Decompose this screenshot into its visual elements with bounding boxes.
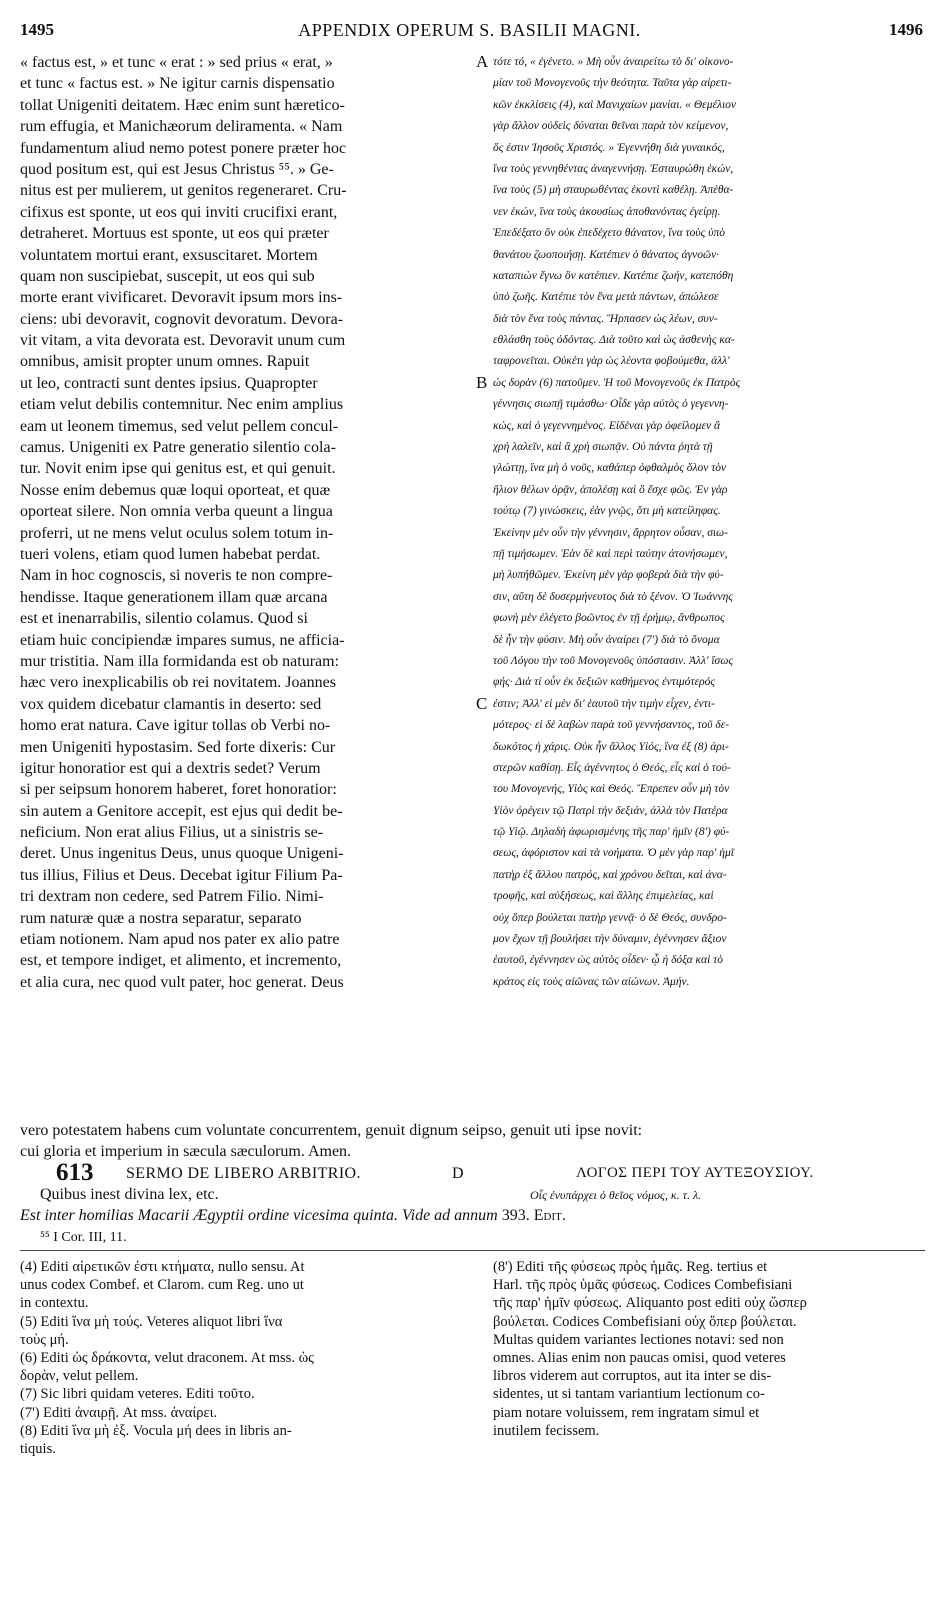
greek-text-line: χρὴ λαλεῖν, καὶ ἃ χρὴ σιωπᾷν. Οὐ πάντα ῥητὰ τῇ: [493, 441, 713, 454]
closing-lines: [20, 1120, 925, 1162]
editorial-note-edit: Edit.: [533, 1207, 566, 1224]
greek-text-line: νεν ἑκών, ἵνα τοὺς ἀκουσίως ἀποθανόντας ἐγείρῃ.: [493, 205, 721, 218]
greek-text-line: μότερος· εἰ δὲ λαβὼν παρὰ τοῦ γεννήσαντος, τοῦ δε-: [493, 719, 730, 732]
latin-text-line: rum naturæ quæ a nostra separatur, separato: [20, 909, 302, 927]
footnote-line: τῆς παρ' ἡμῖν φύσεως. Aliquanto post editi οὐχ ὥσπερ: [493, 1295, 807, 1312]
latin-text-column: [20, 52, 472, 993]
greek-text-line: του Μονογενής, Υἱὸς καὶ Θεός. Ἔπρεπεν οὖν μὴ τὸν: [493, 783, 730, 796]
greek-text-line: τῷ Υἱῷ. Δηλαδὴ ἀφωρισμένης τῆς παρ' ἡμῖν (8') φύ-: [493, 826, 730, 839]
latin-text-line: sin autem a Genitore accepit, est ejus qui dedit be-: [20, 802, 343, 820]
footnotes-left: [20, 1258, 460, 1458]
greek-text-line: σιν, αὕτη δὲ δυσερμήνευτος διὰ τὸ ξένον. Ὁ Ἰωάννης: [493, 590, 733, 603]
greek-text-line: κῶν ἐκκλίσεις (4), καὶ Μανιχαίων μανίαι. « Θεμέλιον: [493, 98, 737, 111]
greek-text-line: τροφῆς, καὶ αὐξήσεως, καὶ ἄλλης ἐπιμελείας, καὶ: [493, 890, 714, 903]
sermon-number: 613: [56, 1159, 94, 1186]
sermon-greek-title: ΛΟΓΟΣ ΠΕΡΙ ΤΟΥ ΑΥΤΕΞΟΥΣΙΟΥ.: [576, 1165, 814, 1181]
footnote-line: τοὺς μή.: [20, 1331, 69, 1348]
greek-text-line: ὑπὸ ζωῆς. Κατέπιε τὸν ἕνα μετὰ πάντων, ἀπώλεσε: [493, 291, 719, 304]
footnote-line: (8) Editi ἵνα μὴ ἐξ. Vocula μή dees in libris an-: [20, 1422, 292, 1439]
greek-text-line: μὴ λυπήθῶμεν. Ἐκείνη μὲν γὰρ φοβερὰ διὰ τὴν φύ-: [493, 569, 724, 582]
latin-text-line: detraheret. Mortuus est sponte, ut eos qui præter: [20, 225, 329, 243]
latin-text-line: rum effugia, et Manichæorum deliramenta. « Nam: [20, 118, 343, 136]
greek-text-line: ἐστιν; Ἀλλ' εἰ μὲν δι' ἑαυτοῦ τὴν τιμὴν εἶχεν, ἐντι-: [493, 697, 715, 710]
greek-text-line: μίαν τοῦ Μονογενοῦς τὴν θεότητα. Ταῦτα γὰρ αἱρετι-: [493, 77, 732, 90]
footnote-line: (8') Editi τῆς φύσεως πρὸς ἡμᾶς. Reg. tertius et: [493, 1259, 768, 1275]
greek-text-line: φής· Διὰ τί οὖν ἐκ δεξιῶν καθήμενος ἐντιμότερός: [493, 676, 716, 689]
latin-text-line: oporteat silere. Non omnia verba queunt a lingua: [20, 503, 333, 521]
greek-text-line: διὰ τὸν ἕνα τοὺς πάντας. Ἥρπασεν ὡς λέων, συν-: [493, 312, 718, 325]
latin-text-line: tri dextram non cedere, sed Patrem Filio. Nimi-: [20, 888, 324, 906]
latin-text-line: quod positum est, qui est Jesus Christus ⁵⁵. » Ge-: [20, 160, 334, 178]
latin-text-line: nitus est per mulierem, ut genitos regeneraret. Cru-: [20, 182, 347, 200]
latin-text-line: men Unigeniti hypostasim. Sed forte dixeris: Cur: [20, 738, 336, 756]
latin-text-line: fundamentum aliud nemo potest ponere præter hoc: [20, 139, 347, 157]
greek-text-line: Ἐπεδέξατο ὃν οὐκ ἐπεδέχετο θάνατον, ἵνα τοὺς ὑπὸ: [493, 227, 725, 240]
latin-text-line: neficium. Non erat alius Filius, ut a sinistris se-: [20, 824, 324, 842]
greek-text-line: κράτος εἰς τοὺς αἰῶνας τῶν αἰώνων. Ἀμήν.: [493, 975, 690, 988]
greek-text-column: [493, 52, 923, 993]
footnote-line: piam notare voluissem, rem ingratam simul et: [493, 1404, 760, 1421]
latin-text-line: ut leo, contracti sunt dentes ipsius. Quapropter: [20, 374, 318, 392]
greek-text-line: τοῦ Λόγου τὴν τοῦ Μονογενοῦς ὑπόστασιν. Ἀλλ' ἴσως: [493, 654, 733, 667]
latin-text-line: etiam velut debilis contemnitur. Nec enim amplius: [20, 396, 344, 414]
greek-text-line: καταπιὼν ἔγνω ὃν κατέπιεν. Κατέπιε ζωήν, κατεπόθη: [493, 269, 734, 282]
greek-text-line: ἑαυτοῦ, ἐγέννησεν ὡς αὐτὸς οἶδεν· ᾧ ἡ δόξα καὶ τὸ: [493, 954, 724, 967]
latin-text-line: Nosse enim debemus quæ loqui oporteat, et quæ: [20, 481, 331, 499]
footnote-line: (6) Editi ὡς δράκοντα, velut draconem. At mss. ὡς: [20, 1349, 314, 1366]
greek-text-line: ἵνα τοὺς γεννηθέντας ἀναγεννήσῃ. Ἐσταυρώθη ἑκών,: [493, 162, 734, 175]
margin-marker-c: C: [476, 694, 488, 713]
latin-text-line: est et inenarrabilis, silentio colamus. Quod si: [20, 610, 308, 628]
closing-text-line: vero potestatem habens cum voluntate concurrentem, genuit dignum seipso, genuit uti ipse novit:: [20, 1122, 643, 1139]
greek-text-line: ταφρονεῖται. Οὐκέτι γὰρ ὡς λέοντα φοβούμεθα, ἀλλ': [493, 355, 730, 368]
footnote-line: unus codex Combef. et Clarom. cum Reg. uno ut: [20, 1277, 304, 1294]
margin-marker-a: A: [476, 52, 489, 71]
greek-text-line: κώς, καὶ ὁ γεγεννημένος. Εἰδέναι γὰρ ὀφείλομεν ἃ: [493, 419, 720, 432]
footnote-line: Multas quidem variantes lectiones notavi: sed non: [493, 1331, 784, 1348]
greek-text-line: πῇ τιμήσωμεν. Ἐὰν δὲ καὶ περὶ ταύτην ἀτονήσωμεν,: [493, 547, 728, 560]
right-page-number: 1496: [889, 20, 923, 39]
latin-text-line: mur tristitia. Nam illa formidanda est ob naturam:: [20, 652, 340, 670]
latin-text-line: proferri, ut ne mens velut oculus solem totum in-: [20, 524, 334, 542]
greek-text-line: στερῶν καθίσῃ. Εἷς ἀγέννητος ὁ Θεός, εἷς καὶ ὁ τού-: [493, 761, 731, 774]
footnotes-right: [493, 1258, 923, 1440]
greek-text-line: μον ἔχων τῇ βουλήσει τὴν δύναμιν, ἐγέννησεν ἄξιον: [493, 933, 727, 946]
greek-text-line: γλώττῃ, ἵνα μὴ ὁ νοῦς, καθάπερ ὀφθαλμὸς ὅλον τὸν: [493, 462, 727, 475]
footnote-line: omnes. Alias enim non paucas omisi, quod veteres: [493, 1349, 786, 1366]
latin-text-line: homo erat natura. Cave igitur tollas ob Verbi no-: [20, 717, 331, 735]
latin-text-line: cifixus est sponte, ut eos qui inviti crucifixi erant,: [20, 203, 338, 221]
footnote-line: in contextu.: [20, 1295, 89, 1312]
latin-text-line: voluntatem mortui erant, exsuscitaret. Mortem: [20, 246, 318, 264]
greek-text-line: Ἐκείνην μὲν οὖν τὴν γέννησιν, ἄρρητον οὖσαν, σιω-: [493, 526, 729, 539]
scripture-reference: ⁵⁵ I Cor. III, 11.: [40, 1230, 127, 1245]
latin-text-line: tollat Unigeniti deitatem. Hæc enim sunt hæretico-: [20, 96, 345, 114]
latin-text-line: deret. Unus ingenitus Deus, unus quoque Unigeni-: [20, 845, 344, 863]
sermon-incipit: [20, 1186, 925, 1208]
latin-text-line: si per seipsum honorem haberet, foret honoratior:: [20, 781, 337, 799]
footnote-line: (5) Editi ἵνα μὴ τούς. Veteres aliquot libri ἵνα: [20, 1313, 283, 1330]
closing-text-line: cui gloria et imperium in sæcula sæculorum. Amen.: [20, 1143, 352, 1160]
footnote-line: sidentes, ut si tantam variantium lectionum co-: [493, 1386, 765, 1403]
footnote-line: Harl. τῆς πρὸς ὑμᾶς φύσεως. Codices Combefisiani: [493, 1277, 793, 1294]
greek-text-line: δὲ ἦν τὴν φύσιν. Μὴ οὖν ἀναίρει (7') διὰ τὸ ὄνομα: [493, 633, 720, 646]
latin-text-line: est, et tempore indiget, et alimento, et incremento,: [20, 952, 342, 970]
latin-text-line: et alia cura, nec quod vult pater, hoc generat. Deus: [20, 973, 344, 991]
greek-text-line: ὡς δορὰν (6) πατοῦμεν. Ἡ τοῦ Μονογενοῦς ἐκ Πατρὸς: [493, 376, 741, 389]
latin-text-line: tur. Novit enim ipse qui genitus est, et qui genuit.: [20, 460, 336, 478]
greek-text-line: τούτῳ (7) γινώσκεις, ἐὰν γνῷς, ὅτι μὴ κατείληφας.: [493, 505, 721, 518]
page-header: [0, 20, 939, 42]
latin-text-line: Nam in hoc cognoscis, si noveris te non compre-: [20, 567, 333, 585]
greek-text-line: γέννησις σιωπῇ τιμάσθω· Οἶδε γὰρ αὐτὸς ὁ γεγεννη-: [493, 398, 729, 411]
footnote-line: (7') Editi ἀναιρῇ. At mss. ἀναίρει.: [20, 1404, 218, 1421]
greek-text-line: γὰρ ἄλλον οὐδεὶς δύναται θεῖναι παρὰ τὸν κείμενον,: [493, 120, 729, 133]
latin-text-line: eam ut leonem timemus, sed velut pellem concul-: [20, 417, 339, 435]
latin-text-line: etiam huic concipiendæ impares sumus, ne afficia-: [20, 631, 345, 649]
footnote-line: tiquis.: [20, 1440, 56, 1457]
greek-text-line: τότε τό, « ἐγένετο. » Μὴ οὖν ἀναιρείτω τὸ δι' οἰκονο-: [493, 56, 734, 68]
footnote-divider: [20, 1250, 925, 1251]
latin-text-line: ciens: ubi devoravit, cognovit devoratum. Devora-: [20, 310, 344, 328]
latin-text-line: morte erant vivificaret. Devoravit ipsum mors ins-: [20, 289, 343, 307]
greek-text-line: φωνὴ μὲν ἐλέγετο βοῶντος ἐν τῇ ἐρήμῳ, ἄνθρωπος: [493, 612, 725, 625]
footnote-line: inutilem fecissem.: [493, 1422, 600, 1439]
latin-text-line: tueri volens, etiam quod lumen habebat perdat.: [20, 545, 321, 563]
footnote-line: δορὰν, velut pellem.: [20, 1368, 139, 1385]
greek-text-line: Υἱὸν ὀρέγειν τῷ Πατρὶ τὴν δεξιάν, ἀλλὰ τὸν Πατέρα: [493, 804, 728, 817]
latin-text-line: hendisse. Itaque generationem illam quæ arcana: [20, 588, 328, 606]
editorial-note-year: 393.: [497, 1207, 534, 1224]
latin-text-line: omnibus, amisit propter unum omnes. Rapuit: [20, 353, 310, 371]
sermon-latin-title: SERMO DE LIBERO ARBITRIO.: [126, 1165, 361, 1182]
latin-text-line: « factus est, » et tunc « erat : » sed prius « erat, »: [20, 54, 333, 71]
footnote-line: libros viderem aut corruptos, aut ita inter se dis-: [493, 1368, 772, 1385]
greek-text-line: οὐχ ὅπερ βούλεται πατὴρ γεννᾷ· ὁ δὲ Θεός, συνδρο-: [493, 911, 727, 924]
greek-text-line: ἥλιον θέλων ὁρᾷν, ἀπολέσῃ καὶ ὃ ἔσχε φῶς. Ἐν γὰρ: [493, 483, 728, 496]
latin-text-line: igitur honoratior est qui a dextris sedet? Verum: [20, 759, 321, 777]
sermon-heading: [20, 1159, 925, 1187]
latin-incipit: Quibus inest divina lex, etc.: [40, 1186, 219, 1203]
greek-text-line: εθλάσθη τοὺς ὀδόντας. Διὰ τοῦτο καὶ ὡς ἀσθενὴς κα-: [493, 334, 735, 347]
editorial-note-text: Est inter homilias Macarii Ægyptii ordine vicesima quinta. Vide ad annum: [20, 1207, 498, 1224]
latin-text-line: camus. Unigeniti ex Patre generatio silentio cola-: [20, 439, 336, 457]
latin-text-line: tus illius, Filius et Deus. Decebat igitur Filium Pa-: [20, 866, 343, 884]
footnote-line: (7) Sic libri quidam veteres. Editi τοῦτο.: [20, 1386, 255, 1403]
greek-text-line: δωκότος ἡ χάρις. Οὐκ ἦν ἄλλος Υἱός, ἵνα ἐξ (8) ἀρι-: [493, 740, 729, 753]
footnote-line: (4) Editi αἱρετικῶν ἐστι κτήματα, nullo sensu. At: [20, 1259, 305, 1275]
running-title: APPENDIX OPERUM S. BASILII MAGNI.: [298, 20, 641, 40]
greek-text-line: ἵνα τοὺς (5) μὴ σταυρωθέντας ἑκοντὶ καθέλῃ. Ἀπέθα-: [493, 184, 734, 197]
margin-marker-d: D: [452, 1165, 464, 1182]
greek-text-line: θανάτου ζωοποιήσῃ. Κατέπιεν ὁ θάνατος ἀγνοῶν·: [493, 248, 720, 261]
latin-text-line: etiam notionem. Nam apud nos pater ex alio patre: [20, 931, 340, 949]
left-page-number: 1495: [20, 20, 54, 39]
editorial-note: [20, 1207, 925, 1225]
latin-text-line: vox quidem dicebatur clamantis in deserto: sed: [20, 695, 322, 713]
margin-marker-b: B: [476, 373, 488, 392]
greek-text-line: πατὴρ ἐξ ἄλλου πατρός, καὶ χρόνου δεῖται, καὶ ἀνα-: [493, 868, 727, 881]
latin-text-line: hæc vero inexplicabilis ob rei novitatem. Joannes: [20, 674, 336, 692]
latin-text-line: quam non suscipiebat, suscepit, ut eos qui sub: [20, 267, 315, 285]
latin-text-line: et tunc « factus est. » Ne igitur carnis dispensatio: [20, 75, 335, 93]
footnote-line: βούλεται. Codices Combefisiani οὐχ ὅπερ βούλεται.: [493, 1313, 797, 1330]
latin-text-line: vit vitam, a vita devorata est. Devoravit unum cum: [20, 332, 346, 350]
greek-incipit: Οἷς ἐνυπάρχει ὁ θεῖος νόμος, κ. τ. λ.: [530, 1188, 702, 1202]
greek-text-line: ὅς ἐστιν Ἰησοῦς Χριστός. » Ἐγεννήθη διὰ γυναικός,: [493, 141, 725, 154]
greek-text-line: σεως, ἀφόριστον καὶ τὰ νοήματα. Ὁ μὲν γὰρ παρ' ἡμῖ: [493, 847, 734, 860]
